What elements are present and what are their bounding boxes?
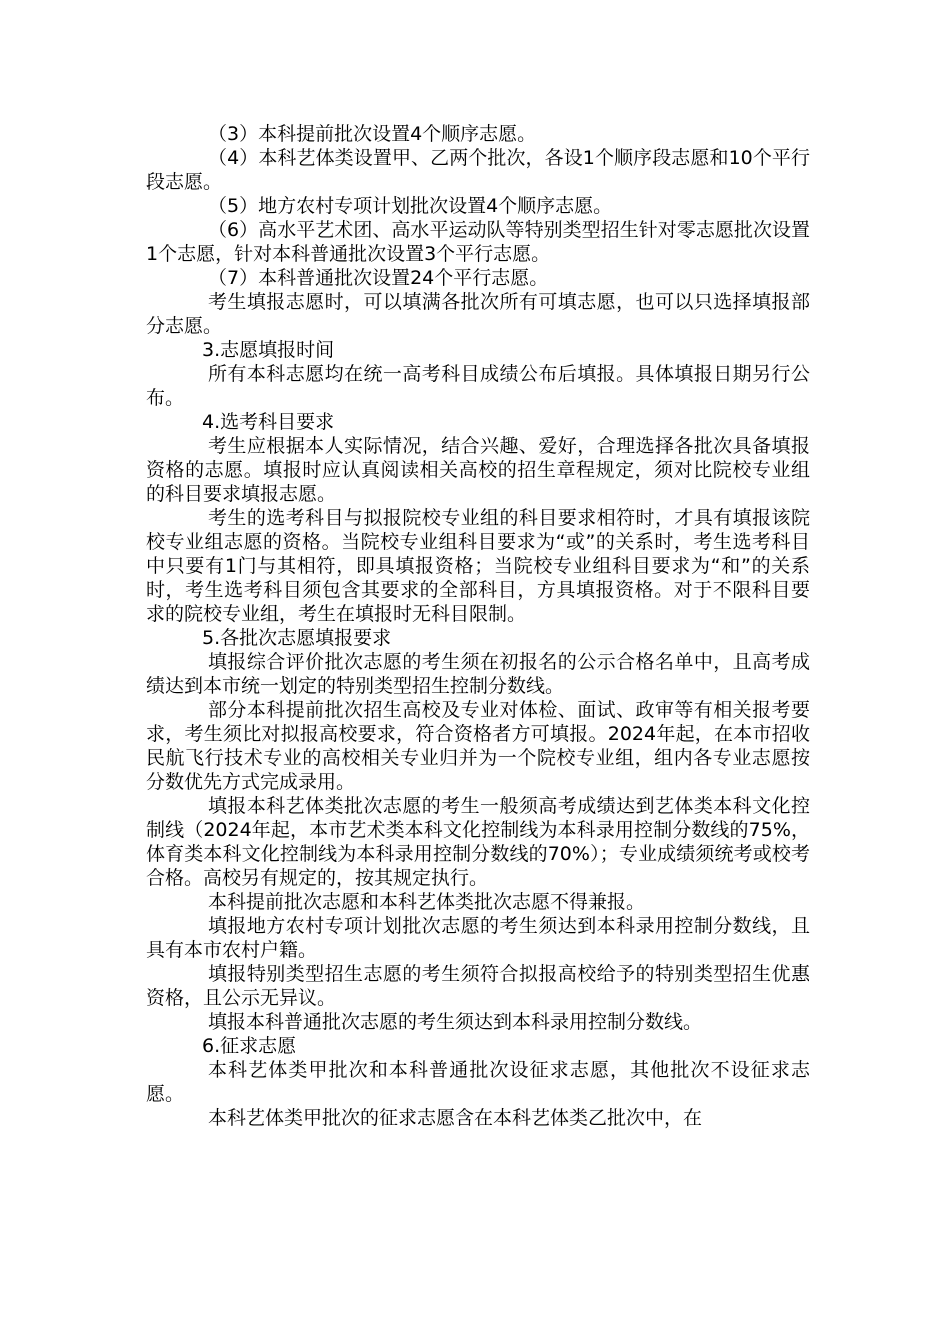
paragraph-batch-5: （5）地方农村专项计划批次设置4个顺序志愿。 <box>208 195 613 217</box>
paragraph-fill-time: 所有本科志愿均在统一高考科目成绩公布后填报。具体填报日期另行公布。 <box>146 363 810 409</box>
paragraph-solicitation: 本科艺体类甲批次和本科普通批次设征求志愿，其他批次不设征求志愿。 <box>146 1059 810 1105</box>
paragraph-batch-3: （3）本科提前批次设置4个顺序志愿。 <box>208 123 537 145</box>
paragraph-special-type: 填报特别类型招生志愿的考生须符合拟报高校给予的特别类型招生优惠资格，且公示无异议。 <box>146 963 810 1009</box>
paragraph-no-dual: 本科提前批次志愿和本科艺体类批次志愿不得兼报。 <box>208 891 646 913</box>
section-heading-3: 3.志愿填报时间 <box>202 339 335 361</box>
section-heading-5: 5.各批次志愿填报要求 <box>202 627 392 649</box>
paragraph-general-batch: 填报本科普通批次志愿的考生须达到本科录用控制分数线。 <box>208 1011 703 1033</box>
paragraph-batch-6: （6）高水平艺术团、高水平运动队等特别类型招生针对零志愿批次设置1个志愿，针对本科普通批次设置3个平行志愿。 <box>146 219 810 265</box>
paragraph-art-sports: 填报本科艺体类批次志愿的考生一般须高考成绩达到艺体类本科文化控制线（2024年起，本市艺术类本科文化控制线为本科录用控制分数线的75%，体育类本科文化控制线为本科录用控制分数线的70%）；专业成绩须统考或校考合格。高校另有规定的，按其规定执行。 <box>146 795 810 889</box>
paragraph-rural: 填报地方农村专项计划批次志愿的考生须达到本科录用控制分数线，且具有本市农村户籍。 <box>146 915 810 961</box>
paragraph-subject-match: 考生的选考科目与拟报院校专业组的科目要求相符时，才具有填报该院校专业组志愿的资格。当院校专业组科目要求为“或”的关系时，考生选考科目中只要有1门与其相符，即具填报资格；当院校专业组科目要求为“和”的关系时，考生选考科目须包含其要求的全部科目，方具填报资格。对于不限科目要求的院校专业组，考生在填报时无科目限制。 <box>146 507 810 625</box>
paragraph-subject-choice: 考生应根据本人实际情况，结合兴趣、爱好，合理选择各批次具备填报资格的志愿。填报时应认真阅读相关高校的招生章程规定，须对比院校专业组的科目要求填报志愿。 <box>146 435 810 505</box>
paragraph-solicitation-art: 本科艺体类甲批次的征求志愿含在本科艺体类乙批次中，在 <box>208 1107 703 1129</box>
paragraph-batch-4: （4）本科艺体类设置甲、乙两个批次，各设1个顺序段志愿和10个平行段志愿。 <box>146 147 810 193</box>
section-heading-4: 4.选考科目要求 <box>202 411 335 433</box>
paragraph-fill-all: 考生填报志愿时，可以填满各批次所有可填志愿，也可以只选择填报部分志愿。 <box>146 291 810 337</box>
paragraph-early-batch: 部分本科提前批次招生高校及专业对体检、面试、政审等有相关报考要求，考生须比对拟报高校要求，符合资格者方可填报。2024年起，在本市招收民航飞行技术专业的高校相关专业归并为一个院校专业组，组内各专业志愿按分数优先方式完成录用。 <box>146 699 810 793</box>
section-heading-6: 6.征求志愿 <box>202 1035 297 1057</box>
paragraph-comprehensive: 填报综合评价批次志愿的考生须在初报名的公示合格名单中，且高考成绩达到本市统一划定的特别类型招生控制分数线。 <box>146 651 810 697</box>
paragraph-batch-7: （7）本科普通批次设置24个平行志愿。 <box>208 267 549 289</box>
document-body <box>146 122 810 1130</box>
